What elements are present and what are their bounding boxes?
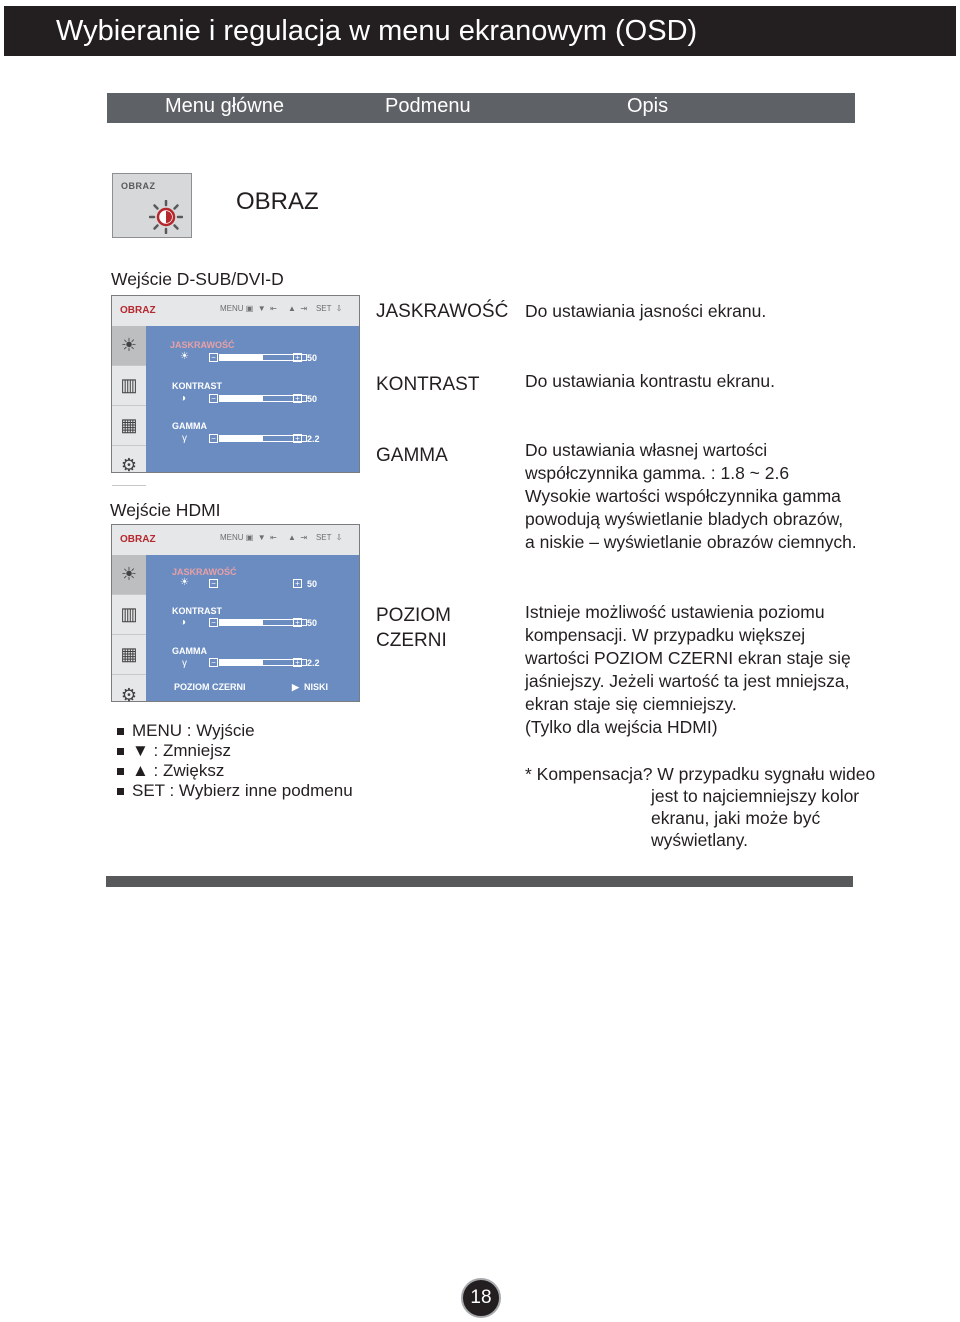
legend-text: : Zwiększ: [148, 761, 225, 780]
osd-black-level-arrow-icon: ▶: [292, 682, 299, 692]
osd-black-level-value: NISKI: [304, 682, 329, 692]
osd-minus-icon: −: [209, 618, 218, 627]
desc-gamma-line: Wysokie wartości współczynnika gamma: [525, 486, 841, 506]
osd-minus-icon: −: [209, 579, 218, 588]
page-title-bar: [4, 6, 956, 56]
osd-gamma-value: 2.2: [307, 658, 320, 668]
osd-nav-bar: MENU ▣ ▼ ⇤ ▲ ⇥ SET ⇩: [220, 304, 343, 313]
osd-gamma-label: GAMMA: [172, 646, 207, 656]
osd-minus-icon: −: [209, 658, 218, 667]
input-hdmi-label: Wejście HDMI: [110, 500, 221, 520]
osd-plus-icon: +: [293, 618, 302, 627]
desc-black-level-line: Istnieje możliwość ustawienia poziomu: [525, 602, 825, 622]
osd-sidebar: [112, 555, 146, 705]
osd-nav-menu: MENU: [220, 304, 244, 313]
legend-key: MENU: [132, 721, 183, 740]
desc-brightness: Do ustawiania jasności ekranu.: [525, 301, 767, 321]
osd-gamma-label: GAMMA: [172, 421, 207, 431]
desc-contrast: Do ustawiania kontrastu ekranu.: [525, 371, 775, 391]
osd-menu-name: OBRAZ: [120, 305, 156, 316]
section-divider-bar: [106, 876, 853, 887]
column-description: Opis: [627, 95, 669, 117]
desc-black-level-line: jaśniejszy. Jeżeli wartość ta jest mniejsza,: [525, 671, 850, 691]
bullet-icon: [117, 768, 124, 775]
column-submenu: Podmenu: [385, 95, 471, 117]
input-dsub-label: Wejście D-SUB/DVI-D: [111, 269, 284, 289]
osd-panel: [146, 326, 359, 472]
desc-gamma-line: a niskie – wyświetlanie obrazów ciemnych.: [525, 532, 857, 552]
osd-nav-menu: MENU: [220, 533, 244, 542]
osd-setup-gear-icon: ⚙: [120, 684, 138, 705]
note-compensation-lead: * Kompensacja? W przypadku sygnału wideo: [525, 764, 876, 784]
osd-picture-icon: ☀: [112, 326, 146, 366]
osd-tracking-icon: ▦: [112, 406, 146, 446]
desc-black-level-line: ekran staje się ciemniejszy.: [525, 694, 737, 714]
main-menu-picture-icon: [112, 173, 192, 238]
osd-sidebar: [112, 326, 146, 475]
osd-black-level-label: POZIOM CZERNI: [174, 682, 246, 692]
legend-item: [117, 721, 255, 741]
osd-plus-icon: +: [293, 394, 302, 403]
note-compensation-line: jest to najciemniejszy kolor: [651, 786, 860, 806]
legend-key: ▼: [132, 741, 149, 760]
osd-slider-fill: [220, 660, 263, 665]
osd-contrast-label: KONTRAST: [172, 606, 222, 616]
osd-header: [112, 525, 359, 556]
desc-black-level-line: kompensacji. W przypadku większej: [525, 625, 806, 645]
main-menu-title: OBRAZ: [236, 188, 319, 215]
osd-contrast-icon: ◑: [180, 617, 187, 628]
osd-slider-fill: [220, 436, 263, 441]
brightness-sun-icon: [149, 200, 183, 234]
main-menu-icon-label: OBRAZ: [121, 181, 156, 191]
osd-nav-bar: MENU ▣ ▼ ⇤ ▲ ⇥ SET ⇩: [220, 533, 343, 542]
osd-contrast-value: 50: [307, 618, 318, 628]
osd-gamma-value: 2.2: [307, 434, 320, 444]
column-header-bar: [107, 93, 855, 123]
legend-item: [117, 761, 224, 781]
osd-nav-set: SET: [315, 533, 332, 542]
osd-header: [112, 296, 359, 327]
osd-slider-fill: [220, 620, 263, 625]
legend-text: : Wybierz inne podmenu: [164, 781, 353, 800]
submenu-gamma: GAMMA: [376, 445, 448, 466]
submenu-brightness: JASKRAWOŚĆ: [376, 301, 509, 322]
legend-item: [117, 741, 231, 761]
osd-brightness-value: 50: [307, 353, 318, 363]
osd-brightness-value: 50: [307, 579, 318, 589]
osd-brightness-label: JASKRAWOŚĆ: [170, 340, 235, 350]
osd-gamma-icon: γ: [182, 433, 187, 444]
osd-brightness-label: JASKRAWOŚĆ: [172, 567, 237, 577]
legend-text: : Zmniejsz: [148, 741, 232, 760]
osd-slider-fill: [220, 355, 263, 360]
osd-hdmi-screen: [111, 524, 360, 705]
osd-gamma-icon: γ: [182, 658, 187, 669]
bullet-icon: [117, 748, 124, 755]
osd-color-icon: ▥: [112, 366, 146, 406]
desc-black-level-line: wartości POZIOM CZERNI ekran staje się: [525, 648, 851, 668]
column-main-menu: Menu główne: [165, 95, 284, 117]
osd-picture-icon: ☀: [112, 555, 146, 595]
page-number: 18: [461, 1278, 501, 1318]
submenu-black-level-line2: CZERNI: [376, 630, 447, 651]
osd-minus-icon: −: [209, 353, 218, 362]
osd-sun-icon: ☀: [180, 351, 189, 362]
osd-dsub-screen: [111, 295, 360, 473]
osd-sun-icon: ☀: [180, 577, 189, 588]
submenu-contrast: KONTRAST: [376, 374, 480, 395]
note-compensation-line: ekranu, jaki może być: [651, 808, 821, 828]
osd-slider-fill: [220, 396, 263, 401]
submenu-black-level-line1: POZIOM: [376, 605, 451, 626]
osd-color-icon: ▥: [112, 595, 146, 635]
desc-gamma-line: powodują wyświetlanie bladych obrazów,: [525, 509, 844, 529]
osd-menu-name: OBRAZ: [120, 534, 156, 545]
legend-text: : Wyjście: [182, 721, 255, 740]
legend-item: [117, 781, 353, 801]
osd-contrast-icon: ◑: [180, 393, 187, 404]
page-title: Wybieranie i regulacja w menu ekranowym (OSD): [56, 15, 698, 47]
osd-minus-icon: −: [209, 434, 218, 443]
bullet-icon: [117, 728, 124, 735]
desc-black-level-line: (Tylko dla wejścia HDMI): [525, 717, 718, 737]
legend-key: SET: [132, 781, 165, 800]
osd-setup-gear-icon: ⚙: [112, 446, 146, 486]
osd-panel: [146, 555, 359, 701]
desc-gamma-line: współczynnika gamma. : 1.8 ~ 2.6: [525, 463, 790, 483]
bullet-icon: [117, 788, 124, 795]
note-compensation-line: wyświetlany.: [651, 830, 748, 850]
osd-plus-icon: +: [293, 579, 302, 588]
osd-contrast-label: KONTRAST: [172, 381, 222, 391]
osd-minus-icon: −: [209, 394, 218, 403]
osd-plus-icon: +: [293, 353, 302, 362]
legend-key: ▲: [132, 761, 149, 780]
osd-plus-icon: +: [293, 434, 302, 443]
osd-plus-icon: +: [293, 658, 302, 667]
osd-nav-set: SET: [315, 304, 332, 313]
osd-tracking-icon: ▦: [112, 635, 146, 675]
desc-gamma-line: Do ustawiania własnej wartości: [525, 440, 768, 460]
osd-contrast-value: 50: [307, 394, 318, 404]
